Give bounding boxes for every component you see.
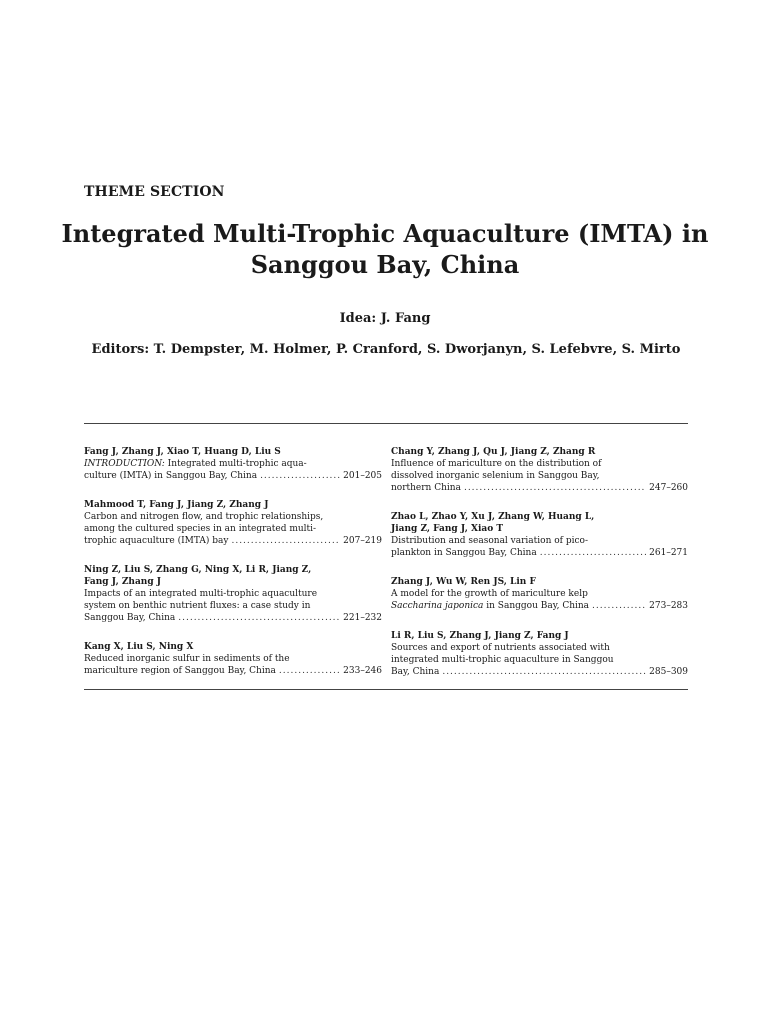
editors-credit: Editors: T. Dempster, M. Holmer, P. Cranford, S. Dworjanyn, S. Lefebvre, S. Mirto	[91, 342, 681, 357]
entry-authors: Li R, Liu S, Zhang J, Jiang Z, Fang J	[391, 631, 569, 641]
entry-title-line: Impacts of an integrated multi-trophic aquaculture	[84, 589, 318, 599]
dot-leader	[592, 600, 646, 612]
entry-pages: 233–246	[343, 666, 382, 676]
toc-entry[interactable]	[391, 511, 688, 559]
entry-pages: 221–232	[343, 613, 382, 623]
idea-credit: Idea: J. Fang	[339, 311, 431, 326]
entry-title-last-line	[391, 666, 688, 678]
entry-title-line: dissolved inorganic selenium in Sanggou Bay,	[391, 471, 600, 481]
entry-title-text: trophic aquaculture (IMTA) bay	[84, 536, 229, 546]
entry-title-text: Bay, China	[391, 667, 440, 677]
entry-title-line: integrated multi-trophic aquaculture in Sanggou	[391, 655, 614, 665]
entry-title-text: culture (IMTA) in Sanggou Bay, China	[84, 471, 258, 481]
entry-authors: Jiang Z, Fang J, Xiao T	[391, 524, 504, 534]
entry-title-italic: INTRODUCTION:	[84, 459, 165, 469]
theme-section-label: THEME SECTION	[84, 184, 225, 200]
entry-title-last-line	[391, 547, 688, 559]
title-line-2: Sanggou Bay, China	[250, 250, 520, 279]
entry-title-text	[391, 600, 589, 612]
toc-entry[interactable]	[391, 576, 688, 612]
entry-title-line: Carbon and nitrogen flow, and trophic relationships,	[84, 512, 324, 522]
dot-leader	[260, 470, 340, 482]
entry-title-last-line	[84, 535, 382, 547]
entry-pages: 201–205	[343, 471, 382, 481]
entry-title-text: mariculture region of Sanggou Bay, China	[84, 666, 276, 676]
entry-authors: Chang Y, Zhang J, Qu J, Jiang Z, Zhang R	[391, 447, 596, 457]
entry-title-last-line	[84, 665, 382, 677]
entry-title-text: in Sanggou Bay, China	[483, 601, 590, 611]
toc-entry[interactable]	[84, 564, 382, 624]
entry-title-line: Influence of mariculture on the distribution of	[391, 459, 602, 469]
entry-title-text: northern China	[391, 483, 461, 493]
dot-leader	[464, 482, 646, 494]
bottom-divider	[84, 689, 688, 690]
entry-title-last-line	[84, 470, 382, 482]
entry-title-line: Sources and export of nutrients associated with	[391, 643, 610, 653]
entry-authors: Fang J, Zhang J	[84, 577, 162, 587]
entry-pages: 247–260	[649, 483, 688, 493]
toc-entry[interactable]	[84, 446, 382, 482]
entry-title-line: among the cultured species in an integrated multi-	[84, 524, 317, 534]
entry-authors: Mahmood T, Fang J, Jiang Z, Zhang J	[84, 500, 269, 510]
dot-leader	[540, 547, 646, 559]
entry-pages: 285–309	[649, 667, 688, 677]
entry-title-line: Distribution and seasonal variation of pico-	[391, 536, 588, 546]
entry-title-line: A model for the growth of mariculture kelp	[391, 589, 588, 599]
entry-title-text: plankton in Sanggou Bay, China	[391, 548, 537, 558]
dot-leader	[279, 665, 340, 677]
entry-title-text: Sanggou Bay, China	[84, 613, 176, 623]
dot-leader	[442, 666, 646, 678]
entry-authors: Fang J, Zhang J, Xiao T, Huang D, Liu S	[84, 447, 281, 457]
entry-pages: 273–283	[649, 601, 688, 611]
entry-title-last-line	[84, 612, 382, 624]
entry-title-line: system on benthic nutrient fluxes: a case study in	[84, 601, 311, 611]
toc-entry[interactable]	[391, 630, 688, 678]
entry-title-last-line	[391, 482, 688, 494]
title-line-1: Integrated Multi-Trophic Aquaculture (IMTA) in	[61, 219, 709, 248]
entry-authors: Ning Z, Liu S, Zhang G, Ning X, Li R, Jiang Z,	[84, 565, 312, 575]
entry-title-italic: Saccharina japonica	[391, 601, 484, 611]
dot-leader	[178, 612, 340, 624]
page-title	[0, 218, 770, 280]
top-divider	[84, 423, 688, 424]
entry-authors: Zhang J, Wu W, Ren JS, Lin F	[391, 577, 536, 587]
entry-pages: 261–271	[649, 548, 688, 558]
dot-leader	[231, 535, 340, 547]
toc-entry[interactable]	[84, 499, 382, 547]
entry-title-line	[84, 458, 382, 470]
toc-entry[interactable]	[84, 641, 382, 677]
entry-pages: 207–219	[343, 536, 382, 546]
toc-entry[interactable]	[391, 446, 688, 494]
entry-title-line: Reduced inorganic sulfur in sediments of the	[84, 654, 290, 664]
entry-title-last-line	[391, 600, 688, 612]
entry-authors: Kang X, Liu S, Ning X	[84, 642, 194, 652]
entry-authors: Zhao L, Zhao Y, Xu J, Zhang W, Huang L,	[391, 512, 595, 522]
entry-title-text: Integrated multi-trophic aqua-	[164, 459, 307, 469]
